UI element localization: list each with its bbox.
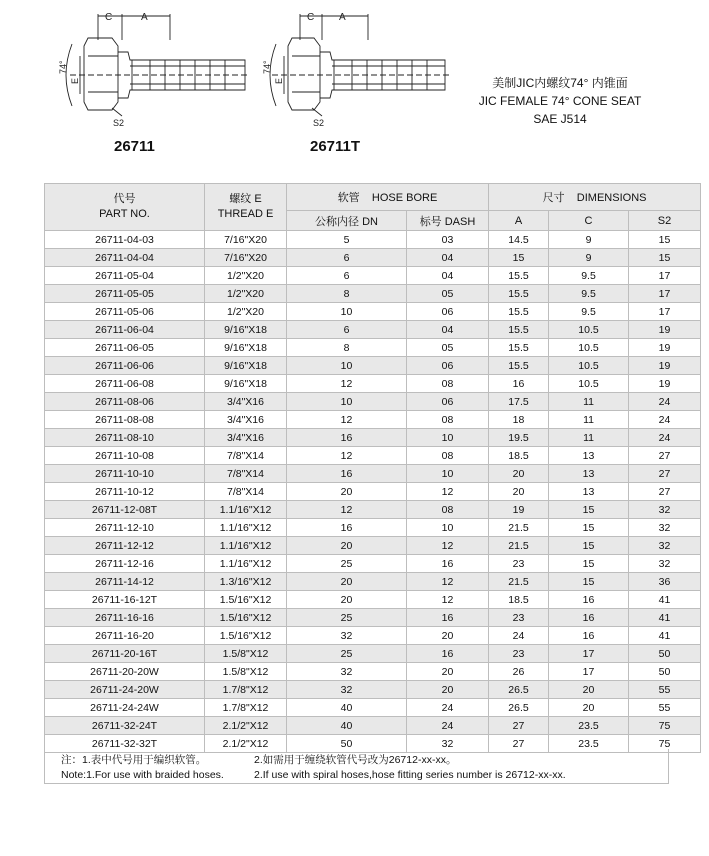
cell-part-no: 26711-20-20W [45,663,205,681]
cell-s2: 17 [629,267,701,285]
cell-dash: 10 [407,429,489,447]
header-dn: 公称内径 DN [287,211,407,231]
cell-thread: 1/2"X20 [205,303,287,321]
cell-thread: 7/16"X20 [205,249,287,267]
cell-c: 16 [549,609,629,627]
cell-dn: 12 [287,411,407,429]
cell-dn: 20 [287,591,407,609]
cell-dn: 25 [287,555,407,573]
cell-c: 23.5 [549,717,629,735]
cell-c: 9.5 [549,267,629,285]
cell-a: 21.5 [489,537,549,555]
cell-s2: 24 [629,429,701,447]
table-row [45,231,701,249]
cell-dash: 03 [407,231,489,249]
header-dimensions: 尺寸 DIMENSIONS [489,184,701,211]
cell-thread: 7/16"X20 [205,231,287,249]
cell-dash: 20 [407,627,489,645]
angle-label-2: 74° [262,60,272,74]
table-row [45,573,701,591]
cell-part-no: 26711-05-05 [45,285,205,303]
cell-dn: 20 [287,537,407,555]
cell-a: 26 [489,663,549,681]
cell-c: 15 [549,537,629,555]
cell-dn: 16 [287,519,407,537]
cell-part-no: 26711-12-12 [45,537,205,555]
table-row [45,285,701,303]
cell-dash: 08 [407,501,489,519]
cell-dn: 8 [287,339,407,357]
table-row [45,609,701,627]
cell-c: 13 [549,465,629,483]
description-cn: 美制JIC内螺纹74° 内锥面 [492,76,628,90]
dim-a-label-2: A [339,12,346,23]
cell-dn: 20 [287,573,407,591]
table-row [45,375,701,393]
cell-thread: 1.5/8"X12 [205,663,287,681]
cell-part-no: 26711-05-04 [45,267,205,285]
cell-dn: 40 [287,699,407,717]
cell-dash: 20 [407,681,489,699]
cell-a: 18 [489,411,549,429]
s2-label-2: S2 [313,118,325,128]
cell-s2: 19 [629,321,701,339]
cell-part-no: 26711-10-08 [45,447,205,465]
cell-thread: 1.1/16"X12 [205,555,287,573]
cell-dn: 6 [287,321,407,339]
cell-part-no: 26711-16-12T [45,591,205,609]
cell-part-no: 26711-32-24T [45,717,205,735]
s2-label: S2 [113,118,125,128]
cell-dn: 25 [287,645,407,663]
table-row [45,699,701,717]
table-row [45,393,701,411]
cell-part-no: 26711-04-03 [45,231,205,249]
cell-dn: 20 [287,483,407,501]
cell-dn: 10 [287,357,407,375]
cell-dash: 32 [407,735,489,753]
cell-a: 19 [489,501,549,519]
cell-a: 14.5 [489,231,549,249]
table-row [45,555,701,573]
cell-s2: 19 [629,375,701,393]
description-en: JIC FEMALE 74° CONE SEAT [478,94,642,108]
cell-c: 9 [549,231,629,249]
cell-dn: 6 [287,267,407,285]
dim-a-label: A [141,12,148,23]
cell-s2: 19 [629,339,701,357]
cell-part-no: 26711-32-32T [45,735,205,753]
cell-dash: 06 [407,357,489,375]
cell-s2: 27 [629,465,701,483]
cell-s2: 55 [629,681,701,699]
cell-c: 15 [549,519,629,537]
cell-dn: 25 [287,609,407,627]
cell-s2: 27 [629,483,701,501]
cell-thread: 1.3/16"X12 [205,573,287,591]
cell-s2: 32 [629,519,701,537]
table-row [45,501,701,519]
cell-a: 23 [489,609,549,627]
header-thread: 螺纹 E THREAD E [205,184,287,231]
cell-dash: 16 [407,555,489,573]
cell-s2: 50 [629,645,701,663]
cell-thread: 9/16"X18 [205,321,287,339]
cell-part-no: 26711-14-12 [45,573,205,591]
header-s2: S2 [629,211,701,231]
cell-a: 21.5 [489,573,549,591]
cell-a: 26.5 [489,699,549,717]
table-row [45,519,701,537]
cell-dash: 04 [407,249,489,267]
cell-s2: 36 [629,573,701,591]
cell-c: 16 [549,591,629,609]
table-row [45,321,701,339]
cell-a: 20 [489,483,549,501]
cell-dn: 6 [287,249,407,267]
note-2-en: 2.If use with spiral hoses,hose fitting series number is 26712-xx-xx. [254,769,566,781]
cell-s2: 41 [629,609,701,627]
cell-s2: 24 [629,411,701,429]
cell-a: 15.5 [489,357,549,375]
cell-c: 9.5 [549,303,629,321]
cell-a: 23 [489,645,549,663]
model-label-26711: 26711 [114,138,155,155]
table-row [45,591,701,609]
cell-part-no: 26711-08-08 [45,411,205,429]
header-c: C [549,211,629,231]
cell-dn: 40 [287,717,407,735]
cell-thread: 9/16"X18 [205,357,287,375]
cell-dash: 10 [407,465,489,483]
table-row [45,249,701,267]
cell-thread: 1.1/16"X12 [205,519,287,537]
header-a: A [489,211,549,231]
cell-thread: 9/16"X18 [205,339,287,357]
note-1-en: Note:1.For use with braided hoses. [61,769,224,781]
table-body [45,231,701,753]
table-row [45,339,701,357]
cell-dash: 20 [407,663,489,681]
cell-dash: 12 [407,591,489,609]
cell-c: 23.5 [549,735,629,753]
cell-s2: 75 [629,735,701,753]
cell-thread: 1.7/8"X12 [205,681,287,699]
cell-a: 18.5 [489,591,549,609]
cell-thread: 1.7/8"X12 [205,699,287,717]
cell-dash: 16 [407,645,489,663]
cell-part-no: 26711-16-16 [45,609,205,627]
cell-part-no: 26711-12-16 [45,555,205,573]
cell-part-no: 26711-06-04 [45,321,205,339]
header-hose-bore: 软管 HOSE BORE [287,184,489,211]
cell-dn: 10 [287,303,407,321]
cell-thread: 1.1/16"X12 [205,501,287,519]
angle-label: 74° [58,60,68,74]
cell-part-no: 26711-10-10 [45,465,205,483]
cell-dash: 06 [407,393,489,411]
notes-column-1 [61,753,224,783]
cell-a: 26.5 [489,681,549,699]
cell-s2: 55 [629,699,701,717]
cell-thread: 1.5/16"X12 [205,609,287,627]
header-part-no: 代号 PART NO. [45,184,205,231]
cell-a: 17.5 [489,393,549,411]
cell-dash: 05 [407,339,489,357]
cell-s2: 27 [629,447,701,465]
cell-s2: 41 [629,591,701,609]
cell-part-no: 26711-10-12 [45,483,205,501]
cell-s2: 41 [629,627,701,645]
cell-part-no: 26711-12-08T [45,501,205,519]
cell-c: 10.5 [549,375,629,393]
cell-a: 16 [489,375,549,393]
cell-part-no: 26711-05-06 [45,303,205,321]
cell-a: 15.5 [489,285,549,303]
cell-s2: 17 [629,285,701,303]
cell-dash: 05 [407,285,489,303]
cell-c: 15 [549,573,629,591]
cell-c: 16 [549,627,629,645]
cell-dash: 06 [407,303,489,321]
cell-dash: 04 [407,321,489,339]
cell-thread: 7/8"X14 [205,447,287,465]
table-row [45,717,701,735]
cell-thread: 1.5/16"X12 [205,591,287,609]
table-row [45,429,701,447]
cell-part-no: 26711-24-20W [45,681,205,699]
cell-thread: 2.1/2"X12 [205,717,287,735]
cell-dash: 08 [407,375,489,393]
cell-dn: 12 [287,447,407,465]
cell-part-no: 26711-08-10 [45,429,205,447]
cell-part-no: 26711-24-24W [45,699,205,717]
cell-c: 17 [549,645,629,663]
cell-thread: 3/4"X16 [205,393,287,411]
header-dash: 标号 DASH [407,211,489,231]
cell-dn: 8 [287,285,407,303]
cell-thread: 1.5/8"X12 [205,645,287,663]
cell-dn: 16 [287,465,407,483]
cell-c: 11 [549,411,629,429]
drawing-26711 [58,12,250,128]
table-row [45,483,701,501]
table-row [45,627,701,645]
description-standard: SAE J514 [533,112,587,126]
cell-c: 13 [549,483,629,501]
cell-dash: 04 [407,267,489,285]
cell-a: 15.5 [489,339,549,357]
cell-c: 11 [549,393,629,411]
table-row [45,303,701,321]
dim-e-label-2: E [274,77,284,84]
cell-dash: 16 [407,609,489,627]
cell-thread: 3/4"X16 [205,411,287,429]
cell-thread: 3/4"X16 [205,429,287,447]
cell-thread: 9/16"X18 [205,375,287,393]
cell-dn: 50 [287,735,407,753]
fitting-description [440,74,680,128]
dim-e-label: E [70,77,80,84]
cell-dash: 12 [407,483,489,501]
cell-thread: 1/2"X20 [205,267,287,285]
cell-dn: 12 [287,501,407,519]
table-row [45,645,701,663]
note-1-cn: 注：1.表中代号用于编织软管。 [61,754,207,766]
cell-a: 27 [489,735,549,753]
cell-thread: 7/8"X14 [205,483,287,501]
cell-a: 23 [489,555,549,573]
cell-c: 11 [549,429,629,447]
cell-dn: 5 [287,231,407,249]
cell-a: 20 [489,465,549,483]
cell-c: 13 [549,447,629,465]
cell-a: 15.5 [489,321,549,339]
cell-s2: 19 [629,357,701,375]
cell-c: 20 [549,681,629,699]
notes-box [44,749,669,784]
cell-s2: 75 [629,717,701,735]
cell-c: 10.5 [549,339,629,357]
table-row [45,537,701,555]
cell-dn: 12 [287,375,407,393]
cell-part-no: 26711-08-06 [45,393,205,411]
cell-dn: 16 [287,429,407,447]
table-row [45,357,701,375]
dim-c-label-2: C [307,12,315,23]
cell-part-no: 26711-20-16T [45,645,205,663]
cell-a: 15 [489,249,549,267]
cell-s2: 17 [629,303,701,321]
cell-s2: 24 [629,393,701,411]
cell-dash: 12 [407,573,489,591]
cell-dn: 10 [287,393,407,411]
model-label-26711T: 26711T [310,138,361,155]
dim-c-label: C [105,12,113,23]
cell-dn: 32 [287,627,407,645]
cell-a: 15.5 [489,303,549,321]
cell-thread: 1.5/16"X12 [205,627,287,645]
cell-s2: 32 [629,537,701,555]
cell-thread: 1/2"X20 [205,285,287,303]
cell-a: 24 [489,627,549,645]
dimensions-table [44,183,701,753]
cell-part-no: 26711-04-04 [45,249,205,267]
cell-a: 19.5 [489,429,549,447]
cell-c: 10.5 [549,321,629,339]
cell-c: 15 [549,555,629,573]
cell-dn: 32 [287,663,407,681]
cell-a: 21.5 [489,519,549,537]
table-row [45,663,701,681]
cell-s2: 32 [629,501,701,519]
cell-part-no: 26711-06-08 [45,375,205,393]
cell-part-no: 26711-12-10 [45,519,205,537]
cell-c: 17 [549,663,629,681]
cell-part-no: 26711-06-05 [45,339,205,357]
cell-c: 9.5 [549,285,629,303]
cell-s2: 32 [629,555,701,573]
cell-s2: 15 [629,249,701,267]
drawing-26711T [262,12,450,128]
table-row [45,465,701,483]
cell-a: 15.5 [489,267,549,285]
table-row [45,267,701,285]
cell-s2: 50 [629,663,701,681]
cell-part-no: 26711-06-06 [45,357,205,375]
table-row [45,681,701,699]
cell-c: 15 [549,501,629,519]
cell-thread: 1.1/16"X12 [205,537,287,555]
cell-thread: 2.1/2"X12 [205,735,287,753]
cell-dash: 12 [407,537,489,555]
cell-part-no: 26711-16-20 [45,627,205,645]
cell-thread: 7/8"X14 [205,465,287,483]
cell-dash: 08 [407,411,489,429]
table-row [45,411,701,429]
cell-c: 9 [549,249,629,267]
notes-column-2 [254,753,566,783]
table-row [45,447,701,465]
cell-dash: 24 [407,717,489,735]
cell-a: 18.5 [489,447,549,465]
cell-dash: 24 [407,699,489,717]
note-2-cn: 2.如需用于缠绕软管代号改为26712-xx-xx。 [254,754,457,766]
cell-dn: 32 [287,681,407,699]
cell-c: 20 [549,699,629,717]
cell-s2: 15 [629,231,701,249]
cell-a: 27 [489,717,549,735]
cell-c: 10.5 [549,357,629,375]
cell-dash: 08 [407,447,489,465]
cell-dash: 10 [407,519,489,537]
